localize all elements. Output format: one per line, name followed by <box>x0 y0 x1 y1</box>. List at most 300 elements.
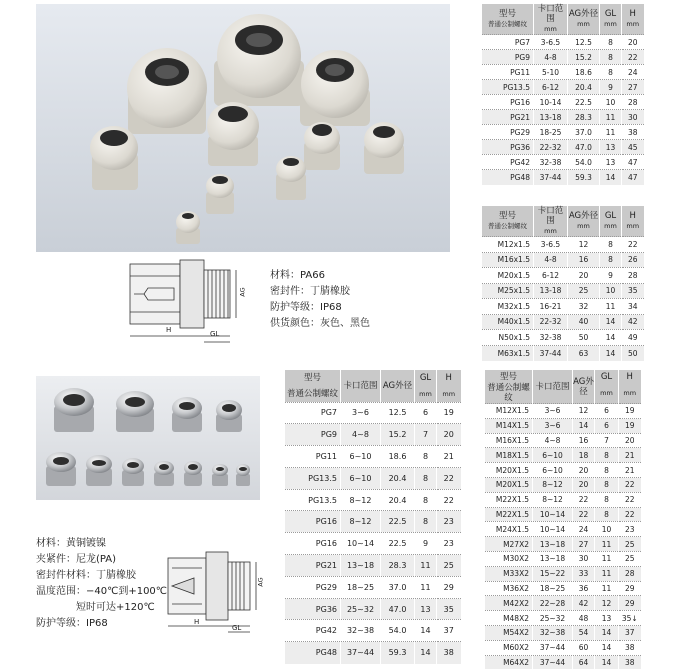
table-row <box>485 625 641 640</box>
table-row <box>482 345 644 361</box>
table-cell: 12 <box>568 237 600 253</box>
table-row <box>485 566 641 581</box>
table-cell: 6 <box>415 402 437 424</box>
table-body <box>482 35 644 185</box>
col-model: 型号 <box>485 370 533 383</box>
table-cell: M63x1.5 <box>482 345 534 361</box>
table-cell: 3-6.5 <box>534 35 568 50</box>
table-cell: 8~12 <box>341 489 381 511</box>
table-row <box>485 551 641 566</box>
table-cell: 14 <box>600 314 622 330</box>
table-cell: 11 <box>600 299 622 315</box>
table-cell: PG16 <box>482 95 534 110</box>
table-cell: 9 <box>600 268 622 284</box>
table-row <box>482 65 644 80</box>
table-cell: 8~12 <box>341 511 381 533</box>
table-cell: 18~25 <box>341 576 381 598</box>
table-cell: 7 <box>415 424 437 446</box>
table-cell: 22 <box>437 489 461 511</box>
table-cell: PG21 <box>482 110 534 125</box>
table-cell: 14 <box>600 330 622 346</box>
table-cell: 3-6.5 <box>534 237 568 253</box>
table-cell: M48X2 <box>485 611 533 626</box>
table-cell: 29 <box>619 596 641 611</box>
table-cell: 15.2 <box>381 424 415 446</box>
table-cell: 24 <box>622 65 644 80</box>
table-cell: 20 <box>573 463 595 478</box>
table-cell: 18-25 <box>534 125 568 140</box>
table-cell: 20 <box>622 35 644 50</box>
table-cell: 32~38 <box>341 620 381 642</box>
table-cell: 3~6 <box>533 404 573 419</box>
table-cell: 26 <box>622 252 644 268</box>
table-cell: 21 <box>619 448 641 463</box>
table-cell: 37-44 <box>534 345 568 361</box>
col-gl: GL <box>415 370 437 386</box>
table-row <box>285 576 461 598</box>
table-cell: PG16 <box>285 511 341 533</box>
table-cell: 37 <box>619 625 641 640</box>
brass-gland-spec <box>36 536 167 632</box>
table-cell: PG11 <box>285 446 341 468</box>
table-cell: 16 <box>573 433 595 448</box>
table-cell: M20X1.5 <box>485 463 533 478</box>
table-row <box>485 596 641 611</box>
table-cell: 6~10 <box>341 446 381 468</box>
table-cell: 20.4 <box>381 489 415 511</box>
table-cell: 27 <box>573 537 595 552</box>
table-cell: 47 <box>622 170 644 185</box>
table-cell: 25~32 <box>533 611 573 626</box>
spec-color: 供货颜色：灰色、黑色 <box>270 318 370 329</box>
table-row <box>485 463 641 478</box>
table-cell: 37~44 <box>341 642 381 664</box>
table-cell: 32 <box>568 299 600 315</box>
table-cell: M30X2 <box>485 551 533 566</box>
col-h: H mm <box>622 206 644 237</box>
brass-cable-gland-photo <box>36 376 260 500</box>
table-cell: 23 <box>619 522 641 537</box>
table-cell: M40x1.5 <box>482 314 534 330</box>
table-cell: 12 <box>595 596 619 611</box>
table-row <box>285 511 461 533</box>
table-cell: 38 <box>622 125 644 140</box>
table-cell: 8 <box>415 467 437 489</box>
table-cell: 23 <box>437 533 461 555</box>
table-cell: M36X2 <box>485 581 533 596</box>
table-cell: 8 <box>595 477 619 492</box>
table-cell: 3~6 <box>533 418 573 433</box>
table-cell: M64X2 <box>485 655 533 669</box>
table-cell: PG16 <box>285 533 341 555</box>
table-cell: 14 <box>600 345 622 361</box>
table-cell: 6 <box>595 404 619 419</box>
table-pg-nylon <box>481 4 644 185</box>
table-cell: PG36 <box>285 598 341 620</box>
table-cell: 20.4 <box>568 80 600 95</box>
table-cell: 5-10 <box>534 65 568 80</box>
table-row <box>482 170 644 185</box>
table-cell: 16-21 <box>534 299 568 315</box>
table-cell: M12X1.5 <box>485 404 533 419</box>
table-cell: 28 <box>619 566 641 581</box>
gland-medium-4 <box>364 122 404 174</box>
table-cell: 18~25 <box>533 581 573 596</box>
drawing-label-h: H <box>166 326 172 334</box>
table-cell: 23 <box>437 511 461 533</box>
table-cell: 8~12 <box>533 477 573 492</box>
table-cell: 22 <box>619 507 641 522</box>
table-cell: 13-18 <box>534 110 568 125</box>
table-row <box>285 489 461 511</box>
table-cell: 9 <box>415 533 437 555</box>
table-cell: M60X2 <box>485 640 533 655</box>
table-cell: PG21 <box>285 555 341 577</box>
table-cell: 64 <box>573 655 595 669</box>
table-cell: 15.2 <box>568 50 600 65</box>
table-cell: 22.5 <box>381 533 415 555</box>
col-h: H <box>619 370 641 383</box>
table-cell: 14 <box>595 640 619 655</box>
table-cell: 6~10 <box>533 463 573 478</box>
table-cell: 19 <box>437 402 461 424</box>
table-row <box>485 448 641 463</box>
brass-gland-6 <box>86 455 112 486</box>
table-cell: 33 <box>573 566 595 581</box>
table-cell: 36 <box>573 581 595 596</box>
table-cell: 21 <box>437 446 461 468</box>
table-row <box>485 611 641 626</box>
table-cell: 11 <box>415 576 437 598</box>
drawing-label-ag: AG <box>256 577 265 587</box>
table-cell: 14 <box>600 170 622 185</box>
table-cell: 25~32 <box>341 598 381 620</box>
table-cell: 35 <box>622 283 644 299</box>
table-cell: 47 <box>622 155 644 170</box>
table-cell: 13 <box>415 598 437 620</box>
table-cell: M12x1.5 <box>482 237 534 253</box>
table-cell: 9 <box>600 80 622 95</box>
table-cell: 60 <box>573 640 595 655</box>
table-cell: 49 <box>622 330 644 346</box>
table-cell: 8 <box>600 237 622 253</box>
table-cell: 8 <box>600 50 622 65</box>
table-cell: M25x1.5 <box>482 283 534 299</box>
table-cell: M14X1.5 <box>485 418 533 433</box>
table-cell: 4~8 <box>341 424 381 446</box>
table-body <box>285 402 461 664</box>
table-row <box>482 283 644 299</box>
table-cell: 35↓ <box>619 611 641 626</box>
table-cell: PG29 <box>285 576 341 598</box>
table-row <box>485 581 641 596</box>
table-cell: 18.6 <box>568 65 600 80</box>
spec-protection: 防护等级：IP68 <box>270 302 342 313</box>
col-model: 型号 普通公制螺纹 <box>482 206 534 237</box>
gland-small-2 <box>276 156 306 200</box>
table-cell: 11 <box>595 551 619 566</box>
table-cell: 42 <box>573 596 595 611</box>
brass-gland-8 <box>154 461 174 486</box>
table-body <box>482 237 644 361</box>
table-row <box>482 268 644 284</box>
table-cell: 8 <box>595 463 619 478</box>
table-cell: 4-8 <box>534 252 568 268</box>
table-row <box>482 125 644 140</box>
table-cell: 14 <box>573 418 595 433</box>
table-cell: 20.4 <box>381 467 415 489</box>
brass-gland-dimension-drawing <box>164 548 270 638</box>
table-cell: 13 <box>600 140 622 155</box>
table-cell: 59.3 <box>381 642 415 664</box>
table-row <box>482 314 644 330</box>
table-cell: 8 <box>600 65 622 80</box>
spec-clamp: 夹紧件：尼龙(PA) <box>36 554 117 565</box>
table-cell: M20x1.5 <box>482 268 534 284</box>
table-cell: 6-12 <box>534 80 568 95</box>
table-cell: 37~44 <box>533 640 573 655</box>
table-cell: 37~44 <box>533 655 573 669</box>
table-cell: 54.0 <box>381 620 415 642</box>
gland-small-1 <box>206 174 234 214</box>
spec-temperature-short: 短时可达+120℃ <box>76 602 155 613</box>
table-cell: M27X2 <box>485 537 533 552</box>
table-row <box>285 533 461 555</box>
table-row <box>485 433 641 448</box>
gland-medium-1 <box>90 126 138 190</box>
col-gl-unit: mm <box>415 386 437 402</box>
col-clamp: 卡口范围 <box>341 370 381 402</box>
table-row <box>482 330 644 346</box>
table-cell: 18.6 <box>381 446 415 468</box>
table-row <box>485 418 641 433</box>
table-row <box>482 252 644 268</box>
col-ag: AG外径 mm <box>568 206 600 237</box>
table-cell: 4~8 <box>533 433 573 448</box>
table-cell: 38 <box>437 642 461 664</box>
col-ag: AG外径 <box>573 370 595 404</box>
table-cell: 14 <box>595 625 619 640</box>
table-row <box>485 507 641 522</box>
table-cell: 29 <box>437 576 461 598</box>
col-gl: GL <box>595 370 619 383</box>
table-row <box>482 95 644 110</box>
table-cell: PG7 <box>285 402 341 424</box>
table-cell: 37-44 <box>534 170 568 185</box>
table-cell: 11 <box>415 555 437 577</box>
table-body <box>485 404 641 669</box>
table-cell: 35 <box>437 598 461 620</box>
col-ag: AG外径 <box>381 370 415 402</box>
spec-protection: 防护等级：IP68 <box>36 618 108 629</box>
table-cell: 22-32 <box>534 314 568 330</box>
table-row <box>285 446 461 468</box>
table-cell: 13~18 <box>533 537 573 552</box>
table-cell: 22-32 <box>534 140 568 155</box>
table-cell: M54X2 <box>485 625 533 640</box>
table-cell: 32~38 <box>533 625 573 640</box>
table-cell: 10 <box>595 522 619 537</box>
table-cell: 13~18 <box>341 555 381 577</box>
table-row <box>485 640 641 655</box>
table-cell: 6-12 <box>534 268 568 284</box>
table-cell: 10-14 <box>534 95 568 110</box>
table-cell: PG13.5 <box>482 80 534 95</box>
table-cell: 13 <box>595 611 619 626</box>
table-cell: 11 <box>595 537 619 552</box>
table-cell: 37.0 <box>381 576 415 598</box>
table-cell: 18 <box>573 448 595 463</box>
table-cell: 22 <box>619 492 641 507</box>
spec-seal: 密封件：丁腈橡胶 <box>270 286 350 297</box>
table-cell: 11 <box>595 566 619 581</box>
brass-gland-1 <box>54 388 94 432</box>
table-row <box>285 620 461 642</box>
table-cell: 34 <box>622 299 644 315</box>
table-cell: 22~28 <box>533 596 573 611</box>
table-cell: 6~10 <box>341 467 381 489</box>
table-cell: 48 <box>573 611 595 626</box>
table-row <box>482 155 644 170</box>
drawing-label-gl: GL <box>232 624 242 632</box>
table-cell: 47.0 <box>381 598 415 620</box>
table-cell: 12.5 <box>568 35 600 50</box>
table-metric-brass <box>484 370 641 669</box>
col-h: H mm <box>622 4 644 35</box>
table-cell: 20 <box>619 433 641 448</box>
gland-small-3 <box>176 211 200 244</box>
drawing-label-h: H <box>194 618 200 626</box>
col-clamp: 卡口范围 mm <box>534 206 568 237</box>
spec-temperature: 温度范围：−40℃到+100℃ <box>36 586 168 597</box>
table-cell: PG7 <box>482 35 534 50</box>
col-h: H <box>437 370 461 386</box>
table-cell: 22 <box>622 50 644 65</box>
table-cell: 8 <box>600 252 622 268</box>
table-cell: 8 <box>595 507 619 522</box>
table-pg-brass <box>284 370 461 664</box>
table-cell: 8 <box>595 492 619 507</box>
table-cell: 20 <box>573 477 595 492</box>
table-cell: 11 <box>600 110 622 125</box>
table-cell: 4-8 <box>534 50 568 65</box>
table-cell: 22 <box>573 507 595 522</box>
table-cell: 22 <box>573 492 595 507</box>
table-cell: 13 <box>600 155 622 170</box>
table-cell: 22 <box>622 237 644 253</box>
col-thread: 普通公制螺纹 <box>485 383 533 404</box>
table-cell: 63 <box>568 345 600 361</box>
col-h-unit: mm <box>619 383 641 404</box>
gland-medium-2 <box>207 102 259 166</box>
table-cell: M24X1.5 <box>485 522 533 537</box>
table-cell: 32-38 <box>534 155 568 170</box>
table-cell: 54 <box>573 625 595 640</box>
brass-gland-2 <box>116 391 154 432</box>
table-cell: 25 <box>619 551 641 566</box>
table-cell: 10~14 <box>341 533 381 555</box>
table-cell: 6 <box>595 418 619 433</box>
table-cell: 22.5 <box>381 511 415 533</box>
table-row <box>482 299 644 315</box>
table-row <box>285 402 461 424</box>
table-row <box>485 537 641 552</box>
table-cell: 8~12 <box>533 492 573 507</box>
table-cell: PG11 <box>482 65 534 80</box>
table-cell: M22X1.5 <box>485 507 533 522</box>
col-gl-unit: mm <box>595 383 619 404</box>
table-cell: 38 <box>619 640 641 655</box>
table-row <box>482 237 644 253</box>
table-cell: 27 <box>622 80 644 95</box>
table-cell: 8 <box>595 448 619 463</box>
table-cell: 13-18 <box>534 283 568 299</box>
table-cell: 25 <box>568 283 600 299</box>
table-cell: 6~10 <box>533 448 573 463</box>
table-cell: M16x1.5 <box>482 252 534 268</box>
nylon-gland-spec <box>270 268 370 332</box>
table-cell: 8 <box>415 489 437 511</box>
col-gl: GL mm <box>600 4 622 35</box>
table-cell: 38 <box>619 655 641 669</box>
table-row <box>485 492 641 507</box>
table-cell: PG13.5 <box>285 467 341 489</box>
table-row <box>485 404 641 419</box>
table-cell: PG13.5 <box>285 489 341 511</box>
gland-medium-3 <box>304 122 340 170</box>
table-cell: 16 <box>568 252 600 268</box>
spec-material: 材料：黄铜镀镍 <box>36 538 106 549</box>
table-row <box>482 140 644 155</box>
table-cell: 28 <box>622 268 644 284</box>
table-cell: PG42 <box>482 155 534 170</box>
table-cell: 25 <box>437 555 461 577</box>
col-model: 型号 普通公制螺纹 <box>482 4 534 35</box>
table-cell: 54.0 <box>568 155 600 170</box>
table-cell: 28.3 <box>381 555 415 577</box>
table-cell: 50 <box>622 345 644 361</box>
table-metric-nylon <box>481 206 644 361</box>
table-cell: PG29 <box>482 125 534 140</box>
table-cell: 12 <box>573 404 595 419</box>
table-cell: 24 <box>573 522 595 537</box>
table-cell: 22 <box>437 467 461 489</box>
brass-gland-3 <box>172 397 202 432</box>
table-cell: 19 <box>619 404 641 419</box>
table-cell: 30 <box>573 551 595 566</box>
nylon-cable-gland-photo <box>36 4 450 252</box>
table-cell: 59.3 <box>568 170 600 185</box>
col-thread: 普通公制螺纹 <box>285 386 341 402</box>
table-cell: 14 <box>595 655 619 669</box>
table-row <box>482 80 644 95</box>
brass-gland-10 <box>212 464 228 486</box>
table-cell: 47.0 <box>568 140 600 155</box>
table-cell: M18X1.5 <box>485 448 533 463</box>
drawing-label-gl: GL <box>210 330 220 338</box>
table-cell: 28.3 <box>568 110 600 125</box>
brass-gland-4 <box>216 400 242 432</box>
table-cell: 20 <box>568 268 600 284</box>
table-row <box>485 477 641 492</box>
table-cell: 14 <box>415 642 437 664</box>
spec-material: 材料：PA66 <box>270 270 325 281</box>
col-h-unit: mm <box>437 386 461 402</box>
table-row <box>485 655 641 669</box>
table-cell: 50 <box>568 330 600 346</box>
table-cell: PG48 <box>482 170 534 185</box>
gland-large-1 <box>127 48 207 134</box>
